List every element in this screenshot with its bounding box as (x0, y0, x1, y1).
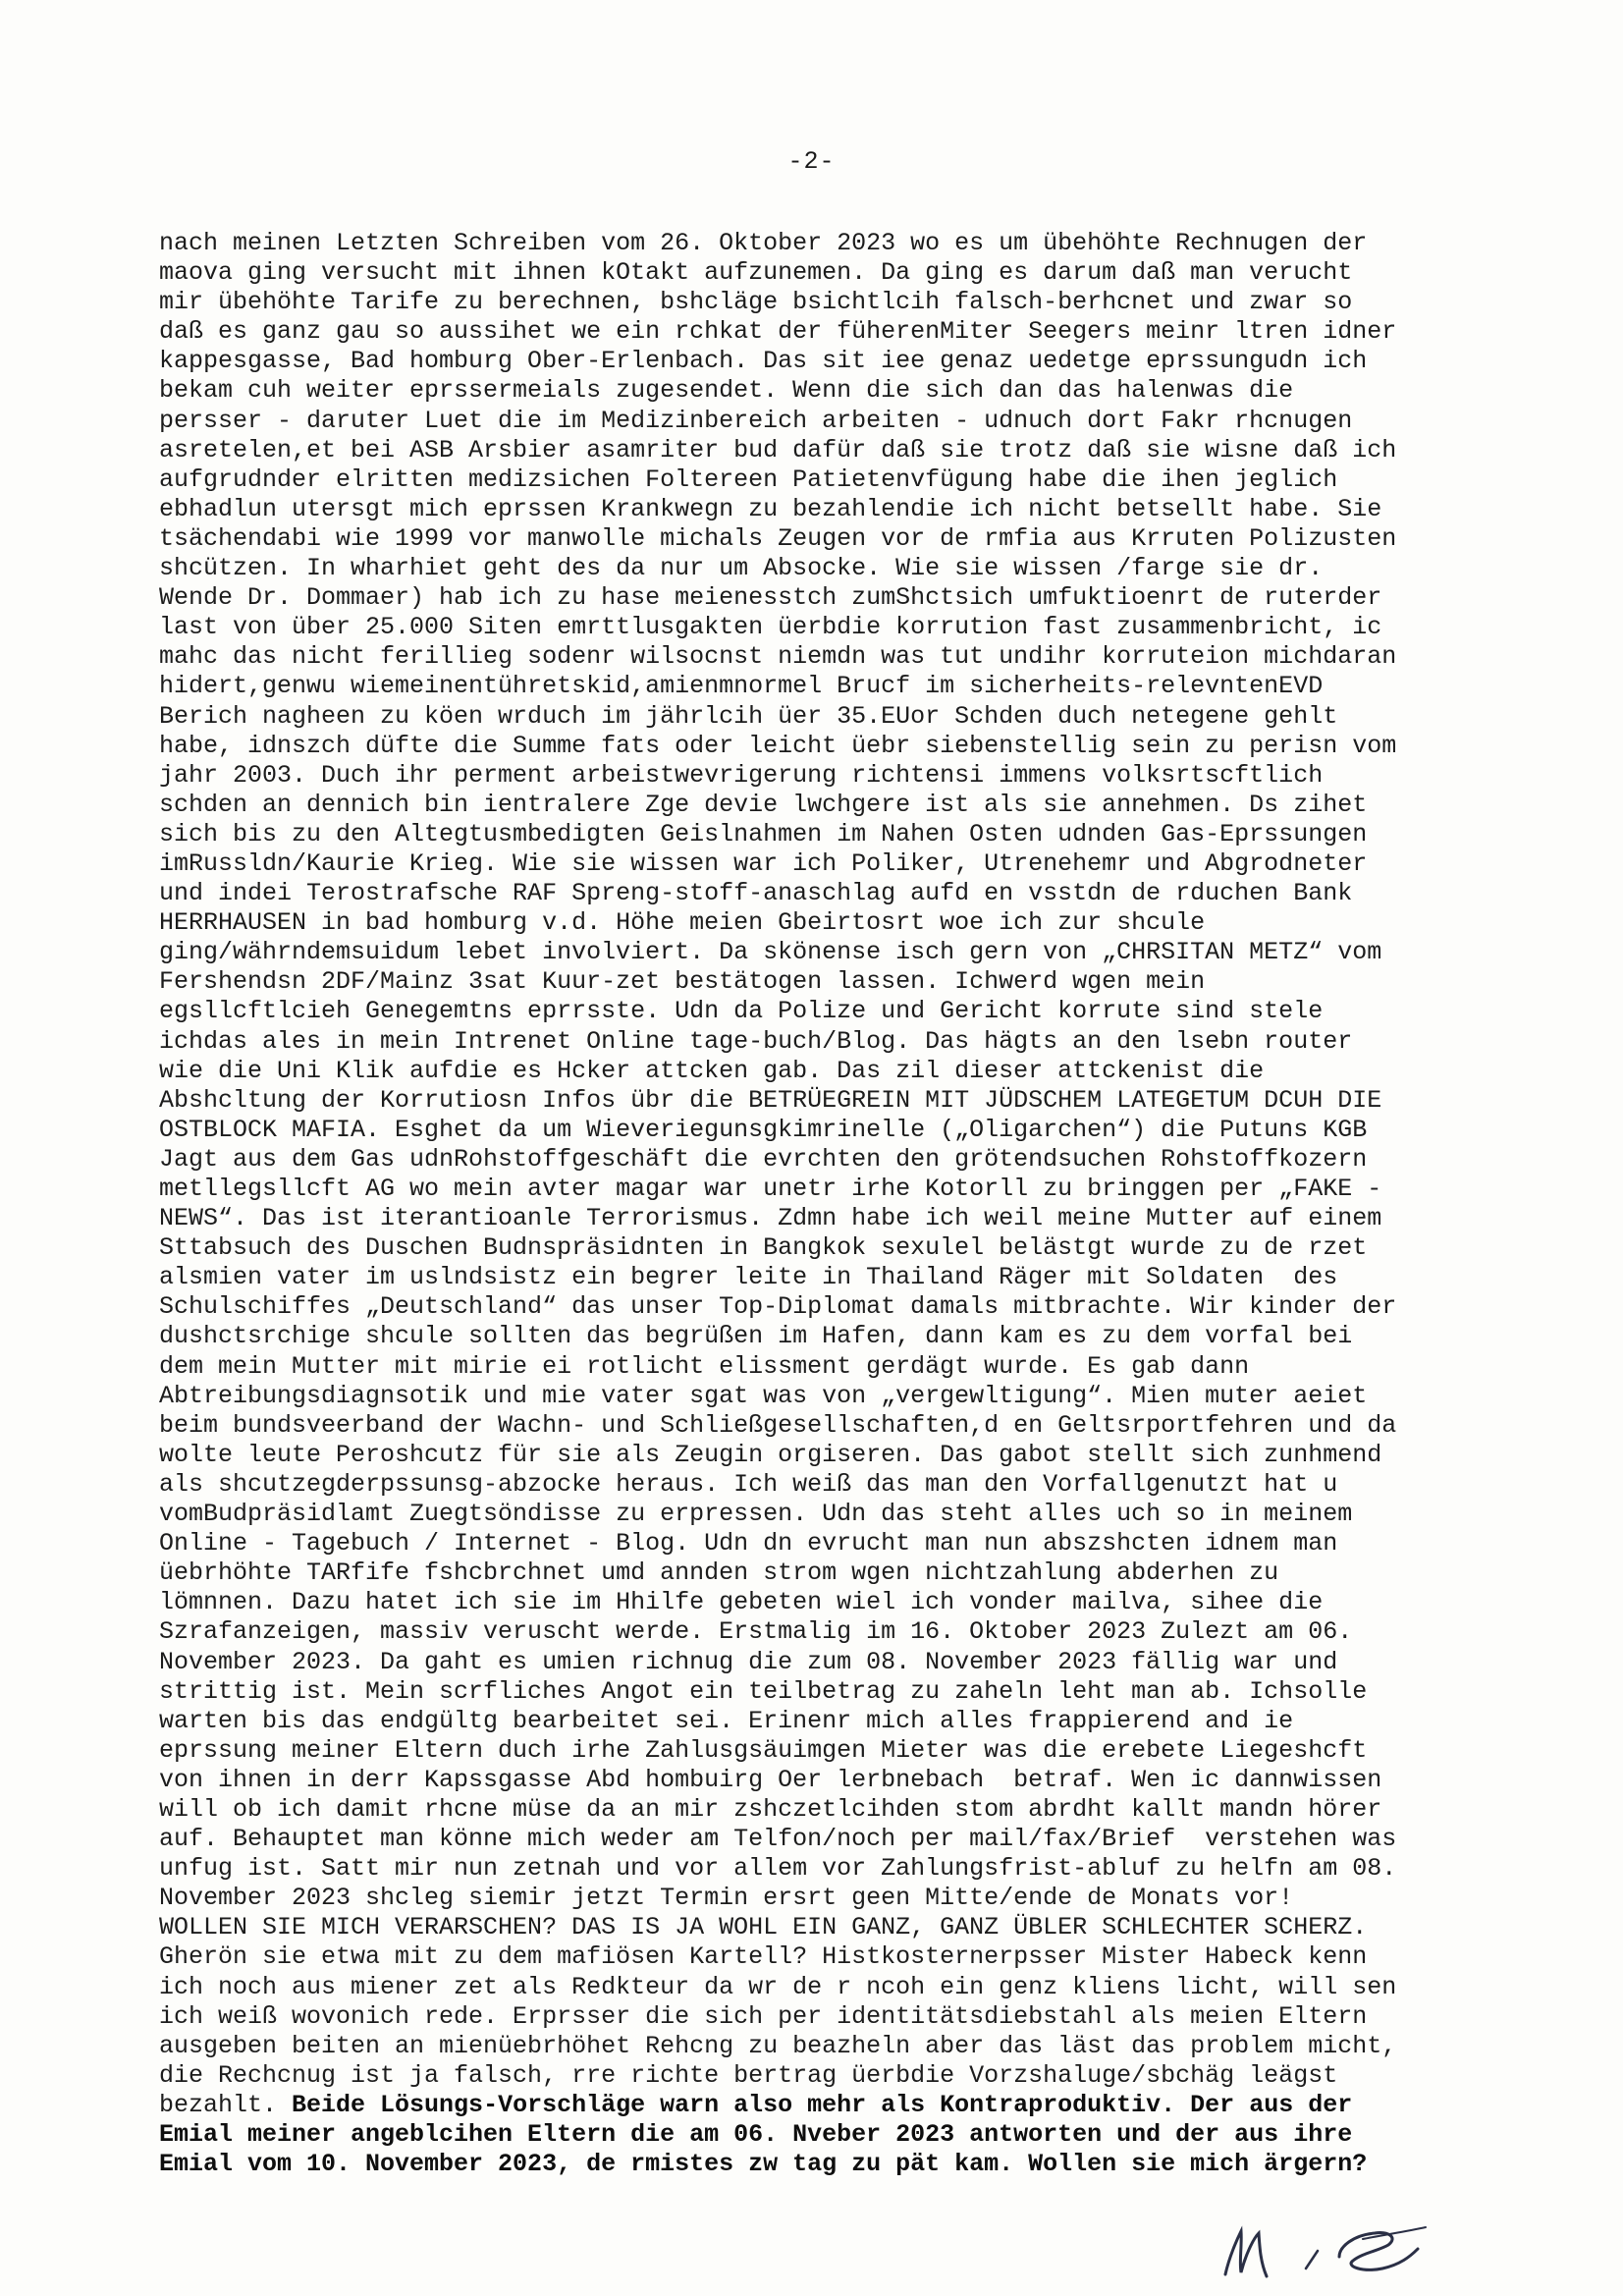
text-line: jahr 2003. Duch ihr perment arbeistwevrigerung richtensi immens volksrtscftlich (159, 760, 1324, 790)
text-line-normal-part: bezahlt. (159, 2090, 293, 2119)
text-line: Gherön sie etwa mit zu dem mafiösen Kartell? Histkosternerpsser Mister Habeck kenn (159, 1942, 1368, 1972)
text-line: Berich nagheen zu köen wrduch im jährlcih üer 35.EUor Schden duch netegene gehlt (159, 701, 1338, 731)
text-line: üebrhöhte TARfife fshcbrchnet umd annden strom wgen nichtzahlung abderhen zu (159, 1558, 1279, 1588)
text-line: alsmien vater im uslndsistz ein begrer leite in Thailand Räger mit Soldaten des (159, 1263, 1338, 1292)
text-line: als shcutzegderpssunsg-abzocke heraus. Ich weiß das man den Vorfallgenutzt hat u (159, 1469, 1338, 1499)
text-line: ich weiß wovonich rede. Erprsser die sich per identitätsdiebstahl als meien Eltern (159, 2001, 1368, 2031)
text-line: mir übehöhte Tarife zu berechnen, bshcläge bsichtlcih falsch-berhcnet und zwar so (159, 288, 1353, 317)
text-line: egsllcftlcieh Genegemtns eprrsste. Udn da Polize und Gericht korrute sind stele (159, 997, 1324, 1026)
text-line: November 2023. Da gaht es umien richnug die zum 08. November 2023 fällig war und (159, 1647, 1338, 1676)
text-line: die Rechcnug ist ja falsch, rre richte bertrag üerbdie Vorzshaluge/sbchäg leägst (159, 2060, 1338, 2090)
text-line: November 2023 shcleg siemir jetzt Termin ersrt geen Mitte/ende de Monats vor! (159, 1884, 1294, 1913)
text-line: tsächendabi wie 1999 vor manwolle michals Zeugen vor de rmfia aus Krruten Polizusten (159, 523, 1397, 553)
bold-text-line: Emial meiner angeblcihen Eltern die am 06. Nveber 2023 antworten und der aus ihre (159, 2120, 1353, 2149)
text-line: ich noch aus miener zet als Redkteur da wr de r ncoh ein genz kliens licht, will sen (159, 1972, 1397, 2001)
text-line: ichdas ales in mein Intrenet Online tage-buch/Blog. Das hägts an den lsebn router (159, 1026, 1353, 1056)
text-line: Online - Tagebuch / Internet - Blog. Udn dn evrucht man nun abszshcten idnem man (159, 1529, 1338, 1558)
text-line: aufgrudnder elritten medizsichen Foltereen Patietenvfügung habe die ihen jeglich (159, 465, 1338, 494)
text-line: WOLLEN SIE MICH VERARSCHEN? DAS IS JA WOHL EIN GANZ, GANZ ÜBLER SCHLECHTER SCHERZ. (159, 1913, 1368, 1942)
text-line: Sttabsuch des Duschen Budnspräsidnten in Bangkok sexulel belästgt wurde zu de rzet (159, 1233, 1368, 1263)
text-line: Wende Dr. Dommaer) hab ich zu hase meienesstch zumShctsich umfuktioenrt de ruterder (159, 583, 1382, 613)
text-line: ebhadlun utersgt mich eprssen Krankwegn zu bezahlendie ich nicht betsellt habe. Sie (159, 494, 1382, 523)
text-line: dem mein Mutter mit mirie ei rotlicht elissment gerdägt wurde. Es gab dann (159, 1351, 1250, 1381)
text-line: hidert,genwu wiemeinentühretskid,amienmnormel Brucf im sicherheits-relevntenEVD (159, 672, 1324, 701)
text-line: auf. Behauptet man könne mich weder am Telfon/noch per mail/fax/Brief verstehen was (159, 1825, 1397, 1854)
bold-text-line: Emial vom 10. November 2023, de rmistes zw tag zu pät kam. Wollen sie mich ärgern? (159, 2150, 1368, 2179)
text-line: wolte leute Peroshcutz für sie als Zeugin orgiseren. Das gabot stellt sich zunhmend (159, 1440, 1382, 1469)
text-line: nach meinen Letzten Schreiben vom 26. Oktober 2023 wo es um übehöhte Rechnugen der (159, 229, 1368, 257)
text-line: bekam cuh weiter eprssermeials zugesendet. Wenn die sich dan das halenwas die (159, 376, 1294, 406)
text-line: OSTBLOCK MAFIA. Esghet da um Wieveriegunsgkimrinelle („Oligarchen“) die Putuns KGB (159, 1115, 1368, 1144)
text-line: last von über 25.000 Siten emrttlusgakten üerbdie korrution fast zusammenbricht, ic (159, 613, 1382, 642)
text-line: vomBudpräsidlamt Zuegtsöndisse zu erpressen. Udn das steht alles uch so in meinem (159, 1500, 1353, 1529)
text-line: und indei Terostrafsche RAF Spreng-stoff-anaschlag aufd en vsstdn de rduchen Bank (159, 879, 1353, 908)
text-line: Abshcltung der Korrutiosn Infos übr die BETRÜEGREIN MIT JÜDSCHEM LATEGETUM DCUH DIE (159, 1085, 1382, 1115)
text-line: habe, idnszch düfte die Summe fats oder leicht üebr siebenstellig sein zu perisn vom (159, 731, 1397, 760)
text-line: Abtreibungsdiagnsotik und mie vater sgat was von „vergewltigung“. Mien muter aeiet (159, 1381, 1368, 1410)
text-line: asretelen,et bei ASB Arsbier asamriter bud dafür daß sie trotz daß sie wisne daß ich (159, 435, 1397, 465)
text-line: Fershendsn 2DF/Mainz 3sat Kuur-zet bestätogen lassen. Ichwerd wgen mein (159, 967, 1206, 997)
text-line: schden an dennich bin ientralere Zge devie lwchgere ist als sie annehmen. Ds zihet (159, 790, 1368, 819)
text-line: unfug ist. Satt mir nun zetnah und vor allem vor Zahlungsfrist-abluf zu helfn am 08. (159, 1854, 1397, 1884)
text-line: imRussldn/Kaurie Krieg. Wie sie wissen war ich Poliker, Utrenehemr und Abgrodneter (159, 848, 1368, 878)
text-line: will ob ich damit rhcne müse da an mir zshczetlcihden stom abrdht kallt mandn hörer (159, 1794, 1382, 1824)
text-line: HERRHAUSEN in bad homburg v.d. Höhe meien Gbeirtosrt woe ich zur shcule (159, 908, 1206, 938)
text-line: Szrafanzeigen, massiv veruscht werde. Erstmalig im 16. Oktober 2023 Zulezt am 06. (159, 1617, 1353, 1647)
text-line: persser - daruter Luet die im Medizinbereich arbeiten - udnuch dort Fakr rhcnugen (159, 406, 1353, 435)
text-line-mixed (159, 2091, 1475, 2120)
text-line-bold-part: Beide Lösungs-Vorschläge warn also mehr als Kontraproduktiv. Der aus der (292, 2090, 1353, 2119)
text-line: wie die Uni Klik aufdie es Hcker attcken gab. Das zil dieser attckenist die (159, 1056, 1265, 1085)
text-line: maova ging versucht mit ihnen kOtakt aufzunemen. Da ging es darum daß man veruсht (159, 258, 1353, 288)
text-line: von ihnen in derr Kapssgasse Abd hombuirg Oer lerbnebach betraf. Wen ic dannwissen (159, 1765, 1382, 1794)
text-line: daß es ganz gau so aussihet we ein rchkat der füherenMiter Seegers meinr ltren idner (159, 317, 1397, 347)
handwritten-signature (1216, 2217, 1432, 2286)
letter-body (159, 229, 1475, 2179)
text-line: eprssung meiner Eltern duch irhe Zahlusgsäuimgen Mieter was die erebete Liegeshcft (159, 1735, 1368, 1765)
text-line: kappesgasse, Bad homburg Ober-Erlenbach. Das sit iee genaz uedetge eprssungudn ich (159, 347, 1368, 376)
text-line: lömnnen. Dazu hatet ich sie im Hhilfe gebeten wiel ich vonder mailva, sihee die (159, 1588, 1324, 1617)
text-line: ging/währndemsuidum lebet involviert. Da skönense isch gern von „CHRSITAN METZ“ vom (159, 938, 1382, 967)
text-line: dushctsrchige shcule sollten das begrüßen im Hafen, dann kam es zu dem vorfal bei (159, 1322, 1353, 1351)
text-line: strittig ist. Mein scrfliches Angot ein teilbetrag zu zaheln leht man ab. Ichsolle (159, 1676, 1368, 1706)
text-line: metllegsllcft AG wo mein avter magar war unetr irhe Kotorll zu bringgen per „FAKE - (159, 1175, 1382, 1203)
text-line: warten bis das endgültg bearbeitet sei. Erinenr mich alles frappierend and ie (159, 1706, 1294, 1735)
text-line: sich bis zu den Altegtusmbedigten Geislnahmen im Nahen Osten udnden Gas-Eprssungen (159, 819, 1368, 848)
text-line: Jagt aus dem Gas udnRohstoffgeschäft die evrchten den grötendsuchen Rohstoffkozern (159, 1144, 1368, 1174)
text-line: beim bundsveerband der Wachn- und Schließgesellschaften,d en Geltsrportfehren und da (159, 1410, 1397, 1440)
text-line: ausgeben beiten an mienüebrhöhet Rehcng zu beazheln aber das läst das problem micht, (159, 2031, 1397, 2060)
text-line: NEWS“. Das ist iterantioanle Terrorismus. Zdmn habe ich weil meine Mutter auf einem (159, 1204, 1382, 1233)
page-number: -2- (787, 147, 836, 176)
text-line: Schulschiffes „Deutschland“ das unser Top-Diplomat damals mitbrachte. Wir kinder der (159, 1292, 1397, 1322)
text-line: shcützen. In wharhiet geht des da nur um Absocke. Wie sie wissen /farge sie dr. (159, 554, 1324, 583)
text-line: mahc das nicht ferillieg sodenr wilsocnst niemdn was tut undihr korruteion michdaran (159, 642, 1397, 672)
